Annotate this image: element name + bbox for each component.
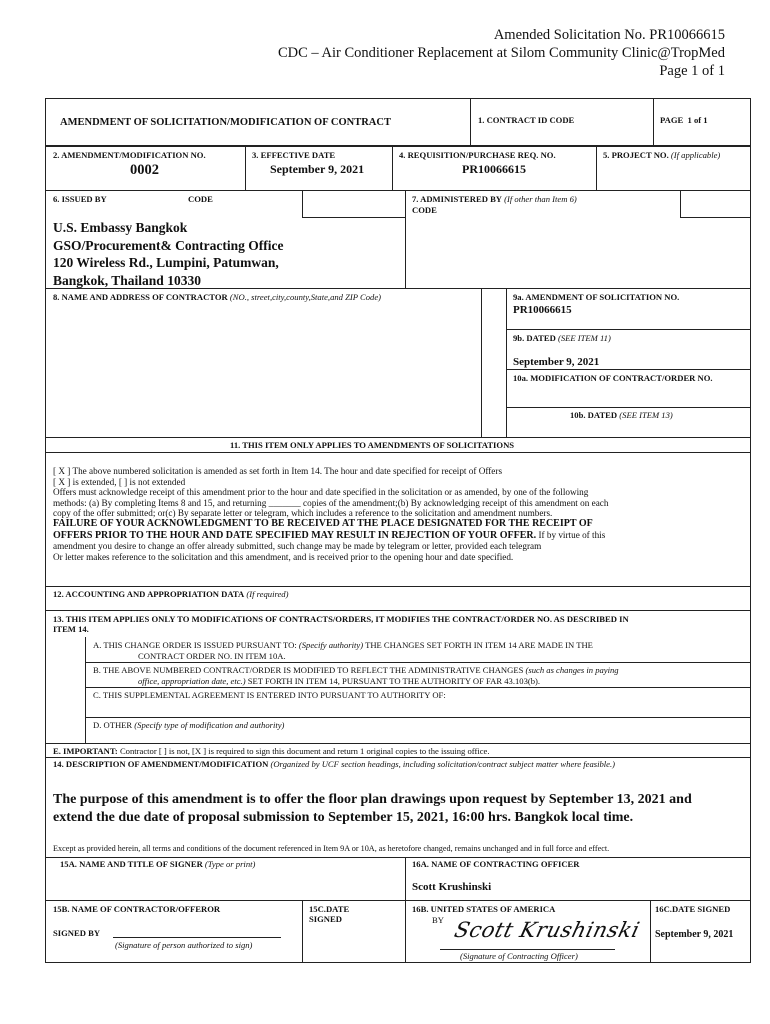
by-label: BY	[432, 915, 444, 925]
contract-id-label: 1. CONTRACT ID CODE	[478, 115, 575, 125]
header-project-title: CDC – Air Conditioner Replacement at Silom Community Clinic@TropMed	[277, 45, 725, 61]
contractor-offeror-label: 15B. NAME OF CONTRACTOR/OFFEROR	[53, 904, 221, 914]
amendment-no-label: 2. AMENDMENT/MODIFICATION NO.	[53, 150, 206, 160]
page-value: 1 of 1	[687, 115, 708, 125]
requisition-value: PR10066615	[462, 162, 526, 176]
description-label: 14. DESCRIPTION OF AMENDMENT/MODIFICATION (Organized by UCF section headings, including solicitation/contract subject matter where feasible.)	[53, 759, 615, 769]
issued-code-label: CODE	[188, 194, 213, 204]
issued-by-address: U.S. Embassy Bangkok GSO/Procurement& Contracting Office 120 Wireless Rd., Lumpini, Patumwan, Bangkok, Thailand 10330	[53, 220, 284, 288]
project-no-label: 5. PROJECT NO. (If applicable)	[603, 150, 721, 160]
section-13a: A. THIS CHANGE ORDER IS ISSUED PURSUANT TO: (Specify authority) THE CHANGES SET FORTH IN ITEM 14 ARE MADE IN THE CONTRACT ORDER NO. IN ITEM 10A.	[93, 640, 593, 661]
page-label: PAGE 1 of 1	[660, 115, 708, 125]
contracting-officer-label: 16A. NAME OF CONTRACTING OFFICER	[412, 859, 580, 869]
effective-date-label: 3. EFFECTIVE DATE	[252, 150, 336, 160]
section-11-body: [ X ] The above numbered solicitation is amended as set forth in Item 14. The hour and date specified for receipt of Offers [ X ] is extended, [ ] is not extended Offers must acknowledge receipt of this amendment prior to the hour and date specified in the solicitation or as amended, by one of the following methods: (a) By completing Items 8 and 15, and returning _______ copies of the amendment;(b) By acknowledging receipt of this amendment on each copy of the offer submitted; or(c) By separate letter or telegram, which includes a reference to the solicitation and amendment numbers. FAILURE OF YOUR ACKNOWLEDGMENT TO BE RECEIVED AT THE PLACE DESIGNATED FOR THE RECEIPT OF OFFERS PRIOR TO THE HOUR AND DATE SPECIFIED MAY RESULT IN REJECTION OF YOUR OFFER. If by virtue of this amendment you desire to change an offer already submitted, such change may be made by telegram or letter, provided each telegram Or letter makes reference to the solicitation and this amendment, and is received prior to the opening hour and date specified.	[53, 466, 609, 562]
united-states-label: 16B. UNITED STATES OF AMERICA	[412, 904, 556, 914]
modification-contract-label: 10a. MODIFICATION OF CONTRACT/ORDER NO.	[513, 373, 713, 383]
effective-date-value: September 9, 2021	[270, 162, 365, 176]
section-13d: D. OTHER (Specify type of modification and authority)	[93, 720, 285, 730]
section-13c: C. THIS SUPPLEMENTAL AGREEMENT IS ENTERED INTO PURSUANT TO AUTHORITY OF:	[93, 690, 446, 700]
requisition-label: 4. REQUISITION/PURCHASE REQ. NO.	[399, 150, 556, 160]
section-13b: B. THE ABOVE NUMBERED CONTRACT/ORDER IS MODIFIED TO REFLECT THE ADMINISTRATIVE CHANGES (such as changes in paying office, appropriation date, etc.) SET FORTH IN ITEM 14, PURSUANT TO THE AUTHORITY OF FAR 43.103(b).	[93, 665, 619, 686]
header-solicitation-no: Amended Solicitation No. PR10066615	[493, 27, 725, 43]
dated-9b-label: 9b. DATED (SEE ITEM 11)	[513, 333, 611, 343]
section-11-title: 11. THIS ITEM ONLY APPLIES TO AMENDMENTS OF SOLICITATIONS	[230, 440, 515, 450]
important-line: E. IMPORTANT: Contractor [ ] is not, [X ] is required to sign this document and return 1 original copies to the issuing office.	[53, 746, 490, 756]
amendment-solicitation-value: PR10066615	[513, 304, 572, 316]
contracting-officer-signature: Scott Krushinski	[452, 918, 643, 942]
accounting-data-label: 12. ACCOUNTING AND APPROPRIATION DATA (If required)	[53, 589, 289, 599]
dated-9b-value: September 9, 2021	[513, 356, 600, 368]
contractor-signature-caption: (Signature of person authorized to sign)	[115, 940, 253, 950]
contracting-officer-name: Scott Krushinski	[412, 881, 492, 893]
signed-by-label: SIGNED BY	[53, 928, 101, 938]
issued-by-label: 6. ISSUED BY	[53, 194, 107, 204]
administered-code-label: CODE	[412, 205, 437, 215]
amendment-solicitation-label: 9a. AMENDMENT OF SOLICITATION NO.	[513, 292, 680, 302]
signer-name-label: 15A. NAME AND TITLE OF SIGNER (Type or print)	[60, 859, 256, 869]
officer-signature-caption: (Signature of Contracting Officer)	[460, 951, 578, 961]
date-signed-16c-label: 16C.DATE SIGNED	[655, 904, 731, 914]
amendment-no-value: 0002	[130, 162, 159, 178]
administered-by-label: 7. ADMINISTERED BY (If other than Item 6)	[412, 194, 577, 204]
except-clause: Except as provided herein, all terms and conditions of the document referenced in Item 9A or 10A, as heretofore changed, remains unchanged and in full force and effect.	[53, 844, 610, 853]
contractor-label: 8. NAME AND ADDRESS OF CONTRACTOR (NO., street,city,county,State,and ZIP Code)	[53, 292, 382, 302]
header-page-number: Page 1 of 1	[659, 63, 725, 79]
date-signed-15c-label: 15C.DATE SIGNED	[309, 904, 350, 924]
description-body: The purpose of this amendment is to offer the floor plan drawings upon request by September 13, 2021 and extend the due date of proposal submission to September 15, 2021, 16:00 hrs. Bangkok local time.	[53, 792, 692, 825]
dated-10b-label: 10b. DATED (SEE ITEM 13)	[570, 410, 673, 420]
form-title: AMENDMENT OF SOLICITATION/MODIFICATION OF CONTRACT	[60, 117, 391, 128]
date-signed-16c-value: September 9, 2021	[655, 929, 734, 940]
section-13-title: 13. THIS ITEM APPLIES ONLY TO MODIFICATIONS OF CONTRACTS/ORDERS, IT MODIFIES THE CONTRACT/ORDER NO. AS DESCRIBED IN ITEM 14.	[53, 614, 629, 634]
